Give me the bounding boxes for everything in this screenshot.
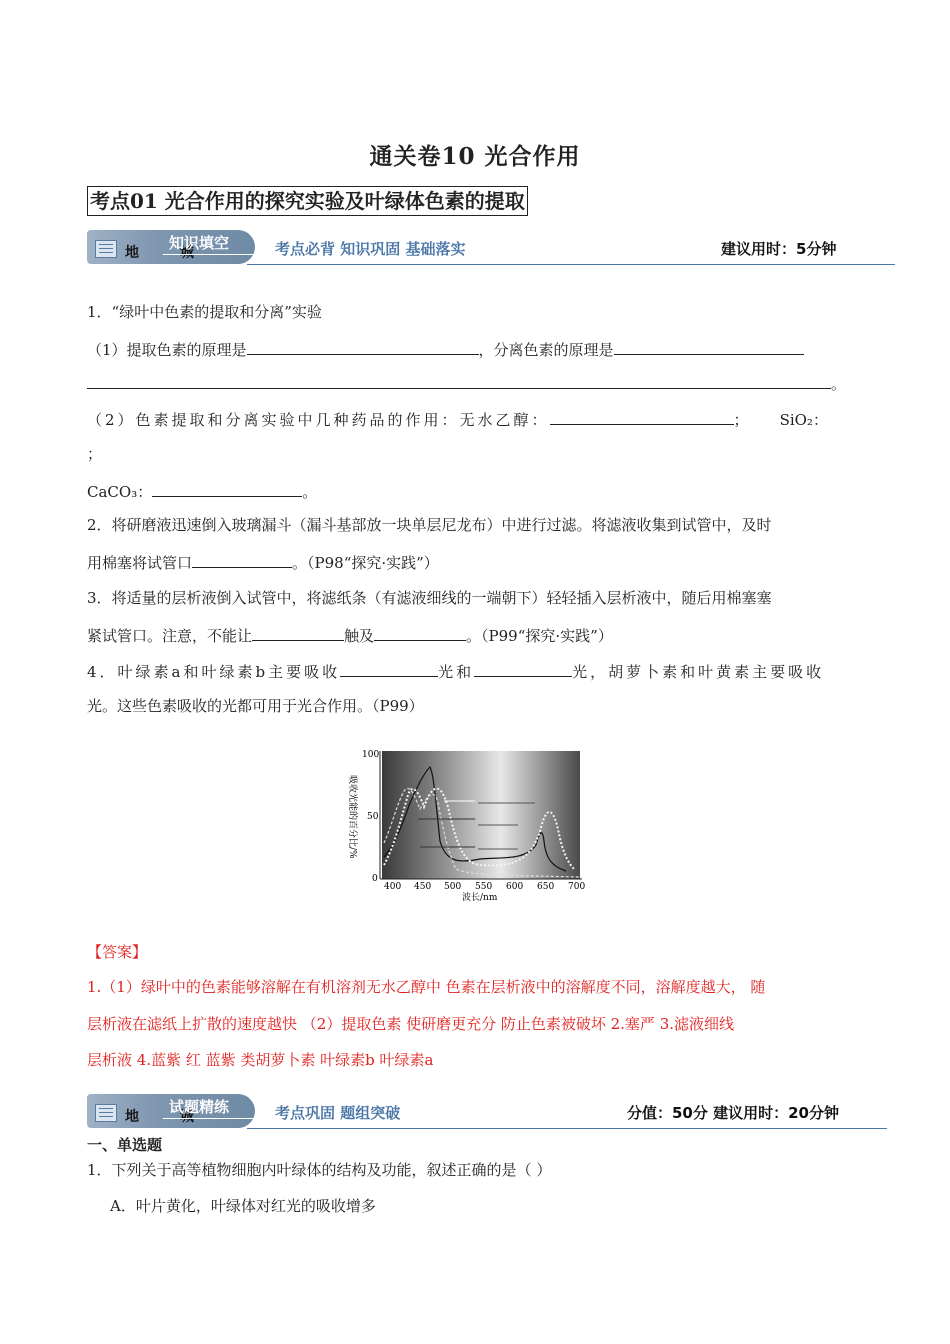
x-axis-label: 波长/nm [462,893,498,903]
blank[interactable] [340,660,438,677]
blank[interactable] [192,551,292,568]
y-axis-label: 吸收光能的百分比/% [347,775,357,859]
page-title: 通关卷10 光合作用 [369,143,581,170]
absorption-spectrum-svg [340,745,590,905]
bar-label: 知识填空 [169,234,230,252]
absorption-spectrum-chart [340,745,590,905]
answer-line2: 层析液在滤纸上扩散的速度越快 （2）提取色素 使研磨更充分 防止色素被破坏 2.塞严 3.滤液细线 [87,1015,735,1033]
bar-pill [87,230,255,264]
answer-line3: 层析液 4.蓝紫 红 蓝紫 类胡萝卜素 叶绿素b 叶绿素a [87,1051,434,1069]
blank[interactable] [247,338,479,355]
q4-line1: 4．叶绿素a和叶绿素b主要吸收 光和 光，胡萝卜素和叶黄素主要吸收 [87,660,824,682]
q1-part1: （1）提取色素的原理是 ，分离色素的原理是 [87,338,804,360]
x-tick-500: 500 [444,882,462,892]
bar-score-time: 分值：50分 建议用时：20分钟 [627,1104,839,1122]
single-choice-heading: 一、单选题 [87,1136,163,1154]
bar-time: 建议用时：5分钟 [721,240,837,258]
list-icon [95,1104,117,1122]
q1-part1-cont: 。 [87,372,846,394]
q3-line1: 3．将适量的层析液倒入试管中，将滤纸条（有滤液细线的一端朝下）轻轻插入层析液中，随后用棉塞塞 [87,589,772,607]
x-tick-450: 450 [414,882,432,892]
q2-line2: 用棉塞将试管口 。（P98“探究·实践”） [87,551,439,573]
q1-heading: 1．“绿叶中色素的提取和分离”实验 [87,303,322,321]
y-tick-0: 0 [372,874,378,884]
bar-pill [87,1094,255,1128]
bar-label: 试题精练 [169,1098,230,1116]
blank[interactable] [252,624,344,641]
bar-side-label: 地 城 [125,1109,212,1125]
blank[interactable] [87,372,831,389]
list-icon [95,240,117,258]
q1-part2: （2）色素提取和分离实验中几种药品的作用：无水乙醇： ； SiO₂： [87,408,828,430]
section-title: 考点01 光合作用的探究实验及叶绿体色素的提取 [87,186,528,216]
q3-line2: 紧试管口。注意，不能让 触及 。（P99“探究·实践”） [87,624,613,646]
bar-subtitle: 考点巩固 题组突破 [275,1104,401,1122]
x-tick-700: 700 [568,882,586,892]
y-tick-50: 50 [367,812,379,822]
blank[interactable] [374,624,466,641]
answer-heading: 【答案】 [87,943,148,961]
section-bar-knowledge [87,230,895,266]
blank[interactable] [614,338,804,355]
q1-part2-cont: ； [87,445,103,463]
x-tick-600: 600 [506,882,524,892]
x-tick-400: 400 [384,882,402,892]
blank[interactable] [474,660,572,677]
bar-subtitle: 考点必背 知识巩固 基础落实 [275,240,466,258]
answer-line1: 1.（1）绿叶中的色素能够溶解在有机溶剂无水乙醇中 色素在层析液中的溶解度不同，溶解度越大， 随 [87,978,766,996]
q4-line2: 光。这些色素吸收的光都可用于光合作用。（P99） [87,697,424,715]
option-a[interactable]: A．叶片黄化，叶绿体对红光的吸收增多 [110,1197,376,1215]
x-tick-550: 550 [475,882,493,892]
q1-part3: CaCO₃： 。 [87,480,317,502]
blank[interactable] [152,480,302,497]
y-tick-100: 100 [362,750,380,760]
x-tick-650: 650 [537,882,555,892]
bar-side-label: 地 城 [125,245,212,261]
blank[interactable] [550,408,734,425]
section-bar-practice [87,1094,887,1130]
q2-line1: 2．将研磨液迅速倒入玻璃漏斗（漏斗基部放一块单层尼龙布）中进行过滤。将滤液收集到试管中，及时 [87,516,772,534]
question-1: 1．下列关于高等植物细胞内叶绿体的结构及功能，叙述正确的是（ ） [87,1161,552,1179]
